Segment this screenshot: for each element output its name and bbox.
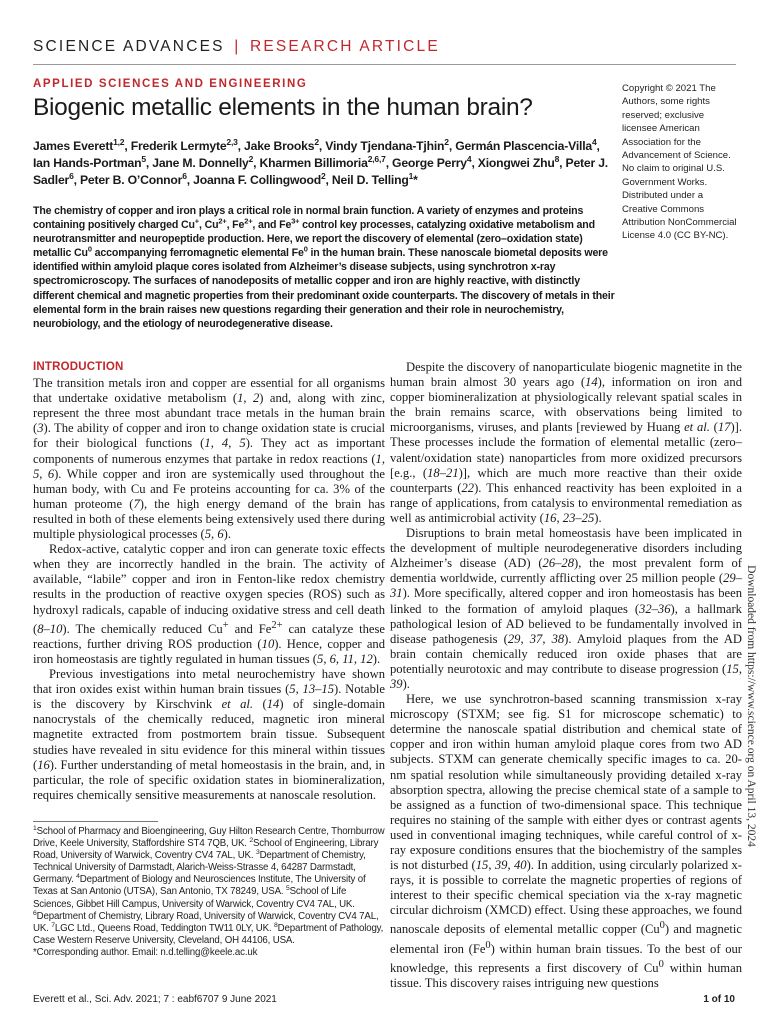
download-note-text: Downloaded from https://www.science.org on April 13, 2024: [745, 565, 757, 847]
download-note: [746, 380, 756, 1020]
paragraph: Here, we use synchrotron-based scanning transmission x-ray microscopy (STXM; see fig. S1 for microscope schematic) to determine the nanoscale spatial distribution and chemical state of copper and iron within human amyloid plaque cores from two AD subjects. STXM can generate chemically specific images to ca. 20-nm spatial resolution while simultaneously providing detailed x-ray absorption spectra, allowing the precise chemical state of a sample to be assigned as a function of two-dimensional space. This technique requires no staining of the sample with either dyes or contrast agents used in conventional imaging techniques, while careful control of x-ray exposure conditions ensures that the biochemistry of the samples is not disturbed (15, 39, 40). In addition, using circularly polarized x-rays, it is possible to correlate the magnetic properties of regions of interest to their specific chemical speciation via the x-ray magnetic circular dichroism (XMCD) effect. Using these approaches, we found nanoscale deposits of elemental metallic copper (Cu$^0$) and magnetic elemental iron (Fe$^0$) within human brain tissues. To the best of our knowledge, this represents a first discovery of Cu$^0$ within human tissue. This discovery raises intriguing new questions: [390, 692, 743, 991]
header-separator: |: [234, 38, 241, 55]
citation-footer: Everett et al., Sci. Adv. 2021; 7 : eabf6707 9 June 2021: [33, 994, 277, 1005]
right-column: [390, 360, 742, 991]
author-list: James Everett$^{1,2}$, Frederik Lermyte$^{2,3}$, Jake Brooks$^2$, Vindy Tjendana-Tjhin$^2$, Germán Plascencia-Villa$^4$, Ian Hands-Portman$^5$, Jane M. Donnelly$^2$, Kharmen Billimoria$^{2,6,7}$, George Perry$^4$, Xiongwei Zhu$^8$, Peter J. Sadler$^6$, Peter B. O’Connor$^6$, Joanna F. Collingwood$^2$, Neil D. Telling$^1$*: [33, 136, 608, 188]
journal-header: [33, 38, 440, 56]
footnote-rule: [33, 821, 158, 822]
article-type: RESEARCH ARTICLE: [249, 38, 440, 55]
article-title: Biogenic metallic elements in the human brain?: [33, 94, 533, 121]
affiliations: $^1$School of Pharmacy and Bioengineering, Guy Hilton Research Centre, Thornburrow Drive, Keele University, Staffordshire ST4 7QB, UK. $^2$School of Engineering, Library Road, University of Warwick, Coventry CV4 7AL, UK. $^3$Department of Chemistry, Technical University of Darmstadt, Alarich-Weiss-Strasse 4, 64287 Darmstadt, Germany. $^4$Department of Biology and Neurosciences Institute, The University of Texas at San Antonio (UTSA), San Antonio, TX 78249, USA. $^5$School of Life Sciences, Gibbet Hill Campus, University of Warwick, Coventry CV4 7AL, UK. $^6$Department of Chemistry, Library Road, University of Warwick, Coventry CV4 7AL, UK. $^7$LGC Ltd., Queens Road, Teddington TW11 0LY, UK. $^8$Department of Pathology, Case Western Reserve University, Cleveland, OH 44106, USA. *Corresponding author. Email: n.d.telling@keele.ac.uk: [33, 824, 385, 958]
journal-name: SCIENCE ADVANCES: [33, 38, 225, 55]
subject-category: APPLIED SCIENCES AND ENGINEERING: [33, 78, 308, 90]
left-column: [33, 360, 385, 803]
paragraph: The transition metals iron and copper are essential for all organisms that undertake oxidative metabolism (1, 2) and, along with zinc, represent the three most abundant trace metals in the human brain (3). The ability of copper and iron to change oxidation state is crucial for their biological functions (1, 4, 5). They act as important components of numerous enzymes that partake in redox reactions (1, 5, 6). While copper and iron are systemically used throughout the human body, with Cu and Fe proteins accounting for ca. 3% of the human proteome (7), the high energy demand of the brain has resulted in both of these elements being extensively used there during multiple physiological processes (5, 6).: [33, 376, 386, 542]
abstract: The chemistry of copper and iron plays a critical role in normal brain function. A variety of enzymes and proteins containing positively charged Cu+, $Cu^{2+}$, $Fe^{2+}$, and $Fe^{3+}$ control key processes, catalyzing oxidative metabolism and neurotransmitter and neuropeptide production. Here, we report the discovery of elemental (zero–oxidation state) metallic Cu$^0$ accompanying ferromagnetic elemental Fe$^0$ in the human brain. These nanoscale biometal deposits were identified within amyloid plaque cores isolated from Alzheimer’s disease subjects, using synchrotron x-ray spectromicroscopy. The surfaces of nanodeposits of metallic copper and iron are highly reactive, with distinctly different chemical and magnetic properties from their predominant oxide counterparts. The discovery of metals in their elemental form in the brain raises new questions regarding their generation and their role in neurochemistry, neurobiology, and the etiology of neurodegenerative disease.: [33, 205, 615, 330]
header-rule: [33, 64, 736, 65]
section-heading: INTRODUCTION: [33, 361, 124, 373]
paragraph: Disruptions to brain metal homeostasis have been implicated in the development of multiple neurodegenerative disorders including Alzheimer’s disease (AD) (26–28), the most prevalent form of dementia worldwide, currently afflicting over 25 million people (29–31). More specifically, altered copper and iron homeostasis has been linked to the formation of amyloid plaques (32–36), a hallmark pathological lesion of AD believed to be fundamentally involved in disease pathogenesis (29, 37, 38). Amyloid plaques from the AD brain contain chemically reduced iron oxide phases that are potentially neurotoxic and may contribute to disease progression (15, 39).: [390, 526, 743, 691]
page-number: 1 of 10: [703, 994, 735, 1005]
copyright-notice: Copyright © 2021 The Authors, some rights reserved; exclusive licensee American Association for the Advancement of Science. No claim to original U.S. Government Works. Distributed under a Creative Commons Attribution NonCommercial License 4.0 (CC BY-NC).: [622, 83, 737, 242]
paragraph: Redox-active, catalytic copper and iron can generate toxic effects when they are incorrectly handled in the brain. The activity of available, “labile” copper and iron in Fenton-like redox chemistry results in the production of reactive oxygen species (ROS) such as hydroxyl radicals, capable of inducing oxidative stress and cell death (8–10). The chemically reduced Cu+ and $Fe^{2+}$ can catalyze these reactions, further driving ROS production (10). Hence, copper and iron homeostasis are tightly regulated in human tissues (5, 6, 11, 12).: [33, 542, 386, 666]
paragraph: Previous investigations into metal neurochemistry have shown that iron oxides exist within human brain tissues (5, 13–15). Notable is the discovery by Kirschvink et al. (14) of single-domain nanocrystals of the chemically reduced, magnetic iron mineral magnetite extracted from postmortem brain tissue. Subsequent studies have revealed in situ evidence for this mineral within tissues (16). Further understanding of metal homeostasis in the brain, and, in particular, the role of specific oxidation states in biomineralization, requires chemically sensitive measurements at nanoscale resolution.: [33, 667, 385, 802]
paragraph: Despite the discovery of nanoparticulate biogenic magnetite in the human brain almost 30 years ago (14), information on iron and copper biomineralization at physiologically relevant spatial scales in the brain remains scarce, with observations being limited to microorganisms, viruses, and plants [reviewed by Huang et al. (17)]. These processes include the formation of elemental metallic (zero–valent/oxidation state) nanoparticles from more oxidized precursors [e.g., (18–21)], which are much more reactive than their oxide counterparts (22). This enhanced reactivity has been exploited in a range of applications, from catalysis to environmental remediation as well as antimicrobial activity (16, 23–25).: [390, 360, 742, 525]
